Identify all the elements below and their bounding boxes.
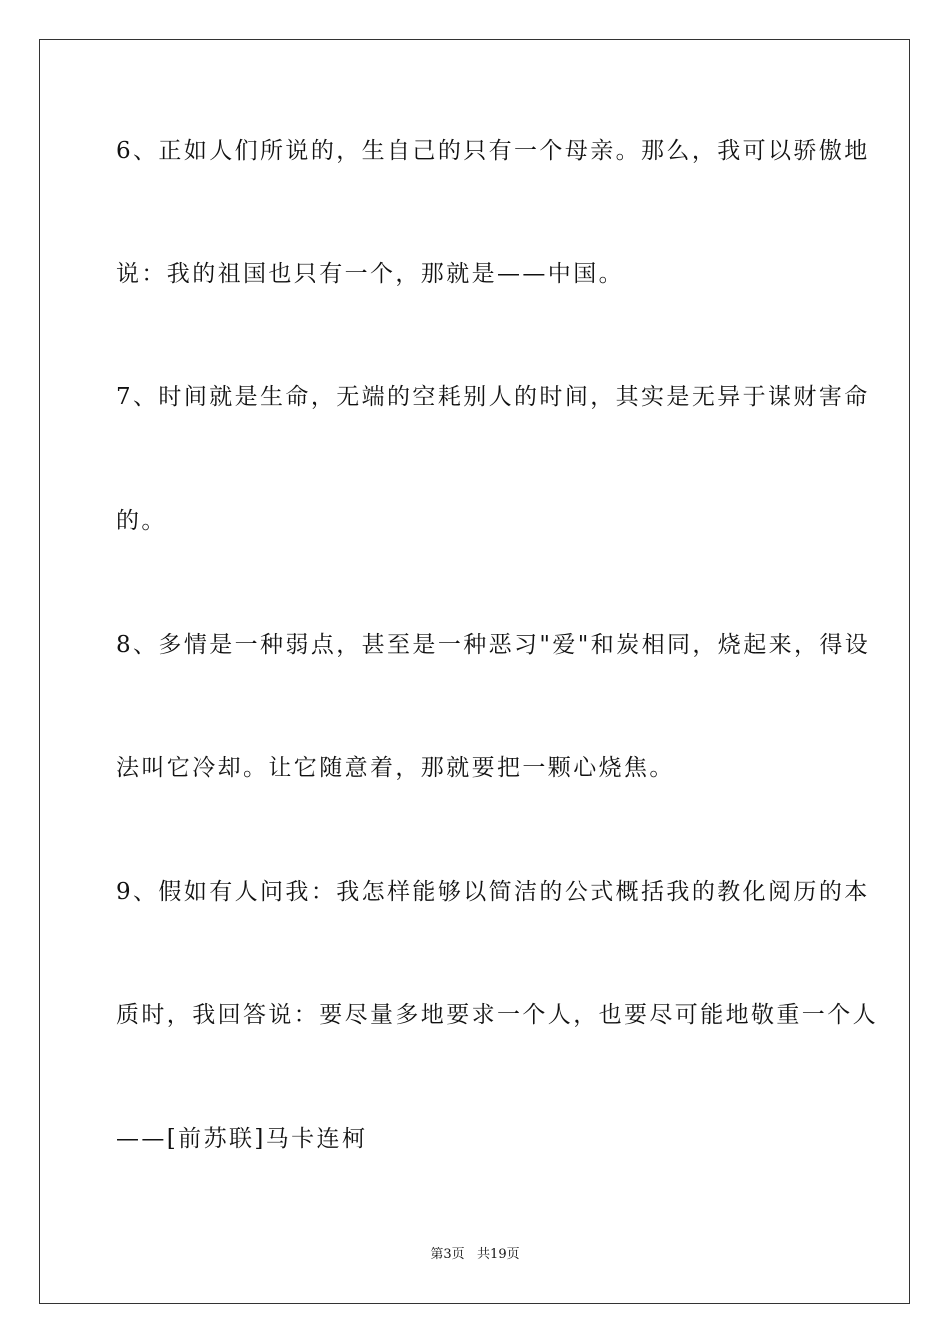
paragraph-9-line-1: 9、假如有人问我：我怎样能够以简洁的公式概括我的教化阅历的本 [116, 879, 870, 905]
page-border [39, 39, 910, 1304]
paragraph-9-line-2: 质时，我回答说：要尽量多地要求一个人，也要尽可能地敬重一个人 [116, 1002, 878, 1028]
paragraph-8-line-2: 法叫它冷却。让它随意着，那就要把一颗心烧焦。 [116, 755, 675, 781]
paragraph-6-line-1: 6、正如人们所说的，生自己的只有一个母亲。那么，我可以骄傲地 [116, 138, 870, 164]
paragraph-7-line-1: 7、时间就是生命，无端的空耗别人的时间，其实是无异于谋财害命 [116, 384, 870, 410]
paragraph-7-line-2: 的。 [116, 508, 167, 534]
paragraph-9-attribution: ——[前苏联]马卡连柯 [116, 1126, 368, 1152]
paragraph-8-line-1: 8、多情是一种弱点，甚至是一种恶习"爱"和炭相同，烧起来，得设 [116, 632, 871, 658]
paragraph-6-line-2: 说：我的祖国也只有一个，那就是——中国。 [116, 261, 624, 287]
page-number-footer: 第3页 共19页 [430, 1247, 520, 1262]
